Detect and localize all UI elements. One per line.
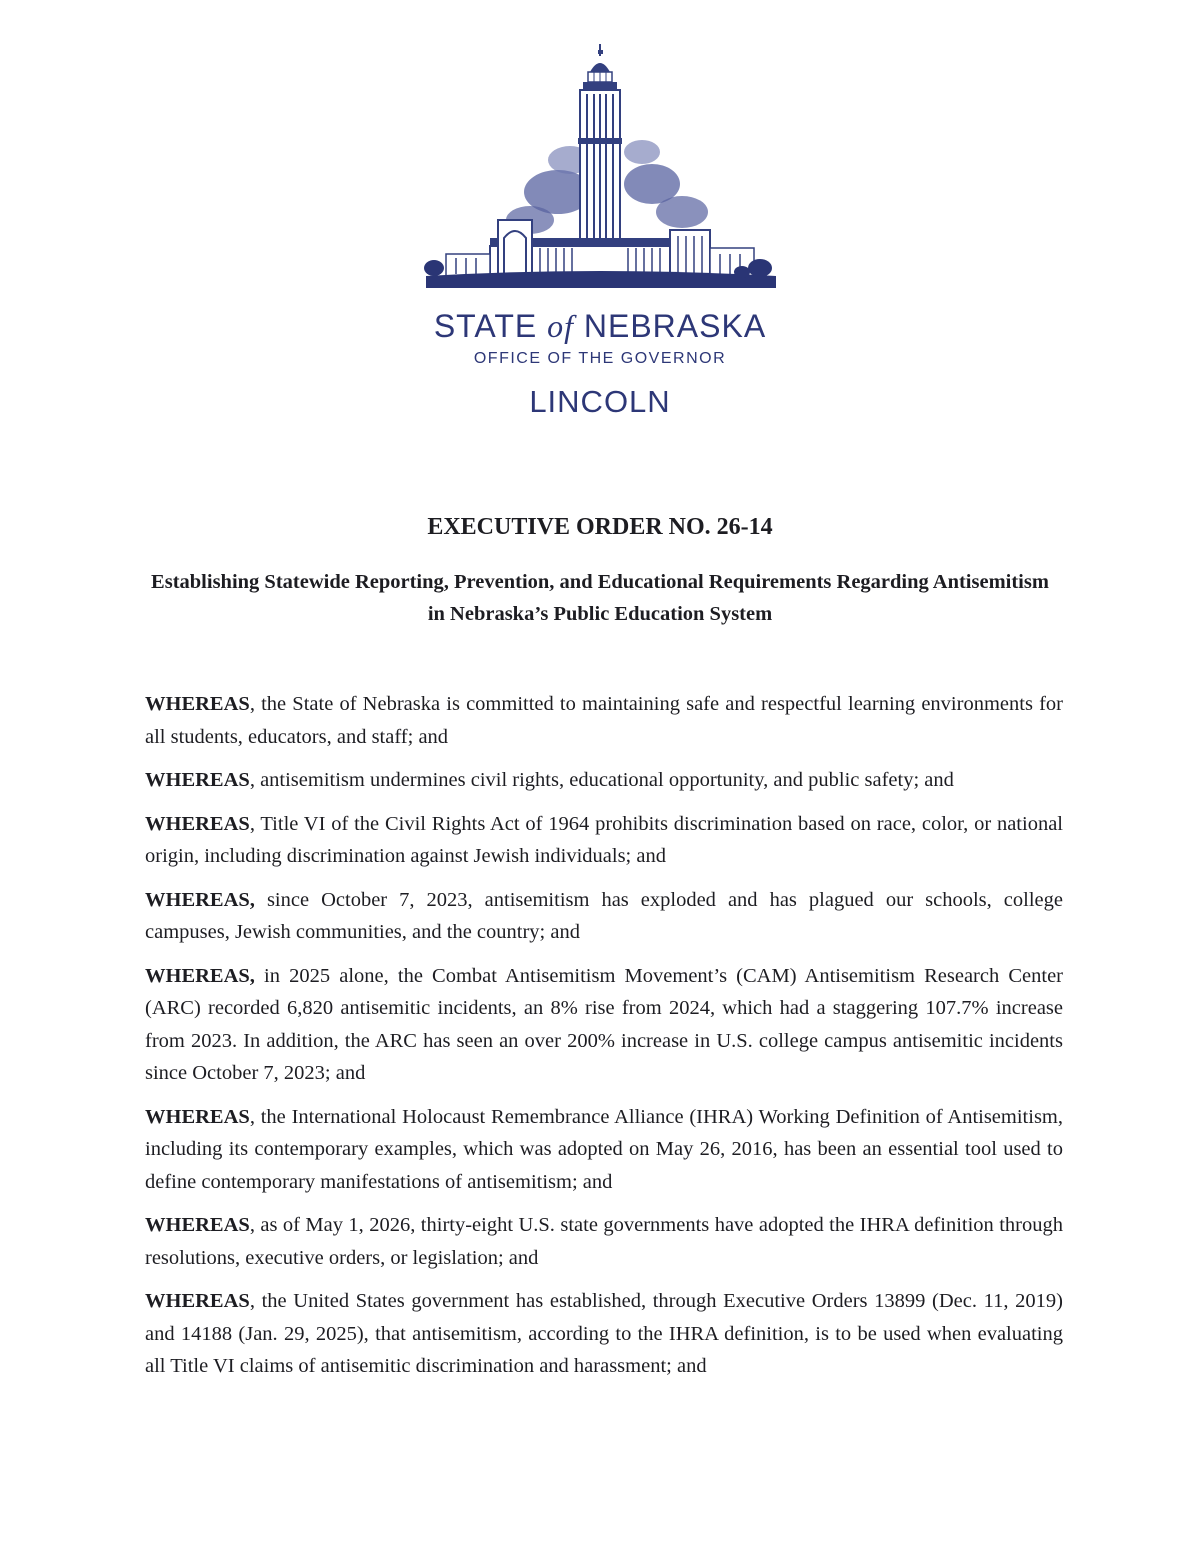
whereas-clause — [145, 808, 1063, 873]
whereas-clause — [145, 960, 1063, 1090]
clause-keyword: WHEREAS, — [145, 964, 255, 987]
clause-text: in 2025 alone, the Combat Antisemitism Movement’s (CAM) Antisemitism Research Center (ARC) recorded 6,820 antisemitic incidents, an 8% rise from 2024, which had a staggering 107.7% increase from 2023. In addition, the ARC has seen an over 200% increase in U.S. college campus antisemitic incidents since October 7, 2023; and — [145, 964, 1063, 1084]
whereas-clause — [145, 1285, 1063, 1383]
state-name: NEBRASKA — [583, 308, 767, 344]
clause-text: , antisemitism undermines civil rights, educational opportunity, and public safety; and — [249, 769, 954, 791]
order-subtitle: Establishing Statewide Reporting, Prevention, and Educational Requirements Regarding Antisemitism in Nebraska’s Public Education System — [151, 571, 1049, 625]
clause-text: , as of May 1, 2026, thirty-eight U.S. state governments have adopted the IHRA definition through resolutions, executive orders, or legislation; and — [145, 1214, 1063, 1269]
clause-keyword: WHEREAS — [145, 693, 250, 715]
state-prefix: STATE — [433, 308, 538, 344]
state-of: of — [547, 308, 574, 344]
whereas-clause — [145, 764, 1063, 797]
clause-keyword: WHEREAS — [145, 1105, 250, 1128]
clause-text: , the United States government has established, through Executive Orders 13899 (Dec. 11, 2019) and 14188 (Jan. 29, 2025), that antisemitism, according to the IHRA definition, is to be used when evaluating all Title VI claims of antisemitic discrimination and harassment; and — [145, 1290, 1063, 1377]
state-heading — [0, 308, 1200, 345]
city-heading: LINCOLN — [529, 384, 671, 419]
clause-keyword: WHEREAS, — [145, 888, 255, 911]
whereas-clause — [145, 1101, 1063, 1199]
order-body — [145, 688, 1063, 1394]
clause-keyword: WHEREAS — [145, 769, 250, 791]
clause-text: , the State of Nebraska is committed to maintaining safe and respectful learning environments for all students, educators, and staff; and — [145, 693, 1063, 748]
clause-text: since October 7, 2023, antisemitism has exploded and has plagued our schools, college campuses, Jewish communities, and the country; and — [145, 888, 1063, 943]
clause-keyword: WHEREAS — [145, 1290, 250, 1312]
order-title: EXECUTIVE ORDER NO. 26-14 — [427, 514, 773, 540]
office-heading: OFFICE OF THE GOVERNOR — [473, 350, 727, 367]
whereas-clause — [145, 688, 1063, 753]
whereas-clause — [145, 1209, 1063, 1274]
clause-text: , the International Holocaust Remembrance Alliance (IHRA) Working Definition of Antisemitism, including its contemporary examples, which was adopted on May 26, 2016, has been an essential tool used to define contemporary manifestations of antisemitism; and — [145, 1105, 1063, 1193]
clause-text: , Title VI of the Civil Rights Act of 1964 prohibits discrimination based on race, color, or national origin, including discrimination against Jewish individuals; and — [145, 812, 1063, 867]
clause-keyword: WHEREAS — [145, 812, 250, 835]
whereas-clause — [145, 884, 1063, 949]
capitol-building-icon — [420, 42, 780, 288]
clause-keyword: WHEREAS — [145, 1214, 250, 1236]
